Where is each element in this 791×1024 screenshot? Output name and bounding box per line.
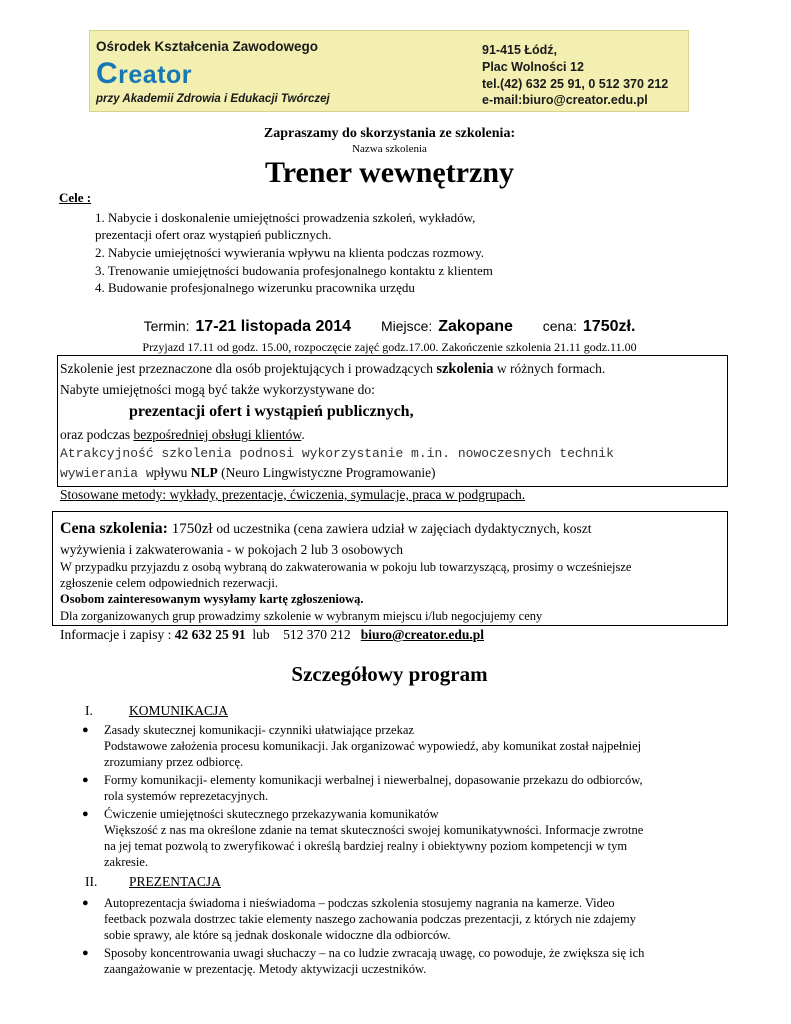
header-banner <box>89 30 689 112</box>
goal-item: 4. Budowanie profesjonalnego wizerunku pracownika urzędu <box>95 280 415 295</box>
price-line6: Dla zorganizowanych grup prowadzimy szkolenie w wybranym miejscu i/lub negocjujemy ceny <box>60 609 543 623</box>
org-subtitle: przy Akademii Zdrowia i Edukacji Twórczej <box>96 93 330 105</box>
box1-line6: wywierania wpływu NLP (Neuro Lingwistyczne Programowanie) <box>60 465 436 481</box>
logo-initial: C <box>96 57 119 90</box>
box1-line1: Szkolenie jest przeznaczone dla osób projektujących i prowadzących szkolenia w różnych formach. <box>60 361 606 377</box>
section-number: I. <box>85 703 93 718</box>
price-line2: wyżywienia i zakwaterowania - w pokojach 2 lub 3 osobowych <box>60 542 404 557</box>
address-line1: 91-415 Łódź, <box>482 43 558 57</box>
course-label: Nazwa szkolenia <box>352 143 427 155</box>
list-item: Formy komunikacji- elementy komunikacji werbalnej i niewerbalnej, dopasowanie przekazu do odbiorców, rola systemów reprezetacyjnych. <box>104 773 643 803</box>
term-line <box>0 318 779 336</box>
bullet-icon: ● <box>82 897 89 909</box>
arrival-info: Przyjazd 17.11 od godz. 15.00, rozpoczęcie zajęć godz.17.00. Zakończenie szkolenia 21.11 godz.11.00 <box>142 340 637 354</box>
email-address: e-mail:biuro@creator.edu.pl <box>482 93 648 107</box>
price-label: cena: <box>542 318 578 334</box>
list-item: Zasady skutecznej komunikacji- czynniki ułatwiające przekaz Podstawowe założenia procesu komunikacji. Jak organizować wypowiedź, aby komunikat został najpełniej zrozumiany przez odbiorcę. <box>104 723 642 769</box>
goal-item: prezentacji ofert oraz wystąpień publicznych. <box>95 227 332 242</box>
org-name: Ośrodek Kształcenia Zawodowego <box>96 39 319 54</box>
bullet-icon: ● <box>82 724 89 736</box>
bullet-icon: ● <box>82 808 89 820</box>
box1-line2: Nabyte umiejętności mogą być także wykorzystywane do: <box>60 382 375 397</box>
course-title: Trener wewnętrzny <box>264 156 515 189</box>
place-label: Miejsce: <box>380 318 433 334</box>
price-heading: Cena szkolenia: <box>60 520 168 537</box>
bullet-icon: ● <box>82 774 89 786</box>
section-title: KOMUNIKACJA <box>129 703 229 718</box>
box1-line3: prezentacji ofert i wystąpień publicznych, <box>129 403 414 420</box>
price-value: 1750zł. <box>582 318 636 335</box>
client-service-link: bezpośredniej obsługi klientów <box>133 427 302 442</box>
term-label: Termin: <box>143 318 190 334</box>
list-item: Sposoby koncentrowania uwagi słuchaczy – na co ludzie zwracają uwagę, co powoduje, że zwiększa się ich zaangażowanie w prezentację. Metody aktywizacji uczestników. <box>104 946 645 976</box>
program-title: Szczegółowy program <box>291 662 488 686</box>
price-line5: Osobom zainteresowanym wysyłamy kartę zgłoszeniową. <box>60 592 364 606</box>
price-line4: zgłoszenie celem odpowiednich rezerwacji. <box>60 576 278 590</box>
logo-text: reator <box>118 61 193 89</box>
list-item: Autoprezentacja świadoma i nieświadoma – podczas szkolenia stosujemy nagrania na kamerze. Video feetback pozwala dostrzec takie elementy naszego zachowania podczas prezentacji, z których nie zdajemy sobie sprawy, ale które są jednak doskonale widoczne dla odbiorców. <box>104 896 637 942</box>
box1-line5: Atrakcyjność szkolenia podnosi wykorzystanie m.in. nowoczesnych technik <box>60 446 614 461</box>
price-amount: 1750zł <box>168 521 217 537</box>
invite-text: Zapraszamy do skorzystania ze szkolenia: <box>263 126 516 141</box>
methods-line: Stosowane metody: wykłady, prezentacje, ćwiczenia, symulacje, praca w podgrupach. <box>60 487 526 502</box>
bullet-icon: ● <box>82 947 89 959</box>
contact-phone: 42 632 25 91 <box>174 627 246 642</box>
highlight-szkolenia: szkolenia <box>436 361 494 377</box>
creator-logo <box>96 57 192 91</box>
nlp-highlight: NLP <box>190 465 218 480</box>
section-title: PREZENTACJA <box>129 874 221 889</box>
contact-email[interactable]: biuro@creator.edu.pl <box>360 627 485 642</box>
address-line2: Plac Wolności 12 <box>482 60 584 74</box>
price-line1: Cena szkolenia: 1750zł od uczestnika (cena zawiera udział w zajęciach dydaktycznych, koszt <box>60 520 592 537</box>
box1-line4: oraz podczas bezpośredniej obsługi klientów. <box>60 427 305 442</box>
price-line3: W przypadku przyjazdu z osobą wybraną do zakwaterowania w pokoju lub towarzyszącą, prosimy o wcześniejsze <box>60 560 632 574</box>
goal-item: 2. Nabycie umiejętności wywierania wpływu na klienta podczas rozmowy. <box>95 245 485 260</box>
list-item: Ćwiczenie umiejętności skutecznego przekazywania komunikatów Większość z nas ma określone zdanie na temat skuteczności swojej komunikatywności. Informacje zwrotne na jej temat pozwolą to zweryfikować i określą bardziej realny i obiektywny poziom kompetencji w tym zakresie. <box>104 807 644 869</box>
goal-item: 1. Nabycie i doskonalenie umiejętności prowadzenia szkoleń, wykładów, <box>95 210 476 225</box>
contact-line: Informacje i zapisy : 42 632 25 91 lub 512 370 212 biuro@creator.edu.pl <box>60 627 485 642</box>
phone-numbers: tel.(42) 632 25 91, 0 512 370 212 <box>482 77 669 91</box>
term-value: 17-21 listopada 2014 <box>195 318 352 335</box>
goal-item: 3. Trenowanie umiejętności budowania profesjonalnego kontaktu z klientem <box>95 263 493 278</box>
section-number: II. <box>85 874 98 889</box>
goals-label: Cele : <box>59 190 92 205</box>
place-value: Zakopane <box>438 318 513 335</box>
